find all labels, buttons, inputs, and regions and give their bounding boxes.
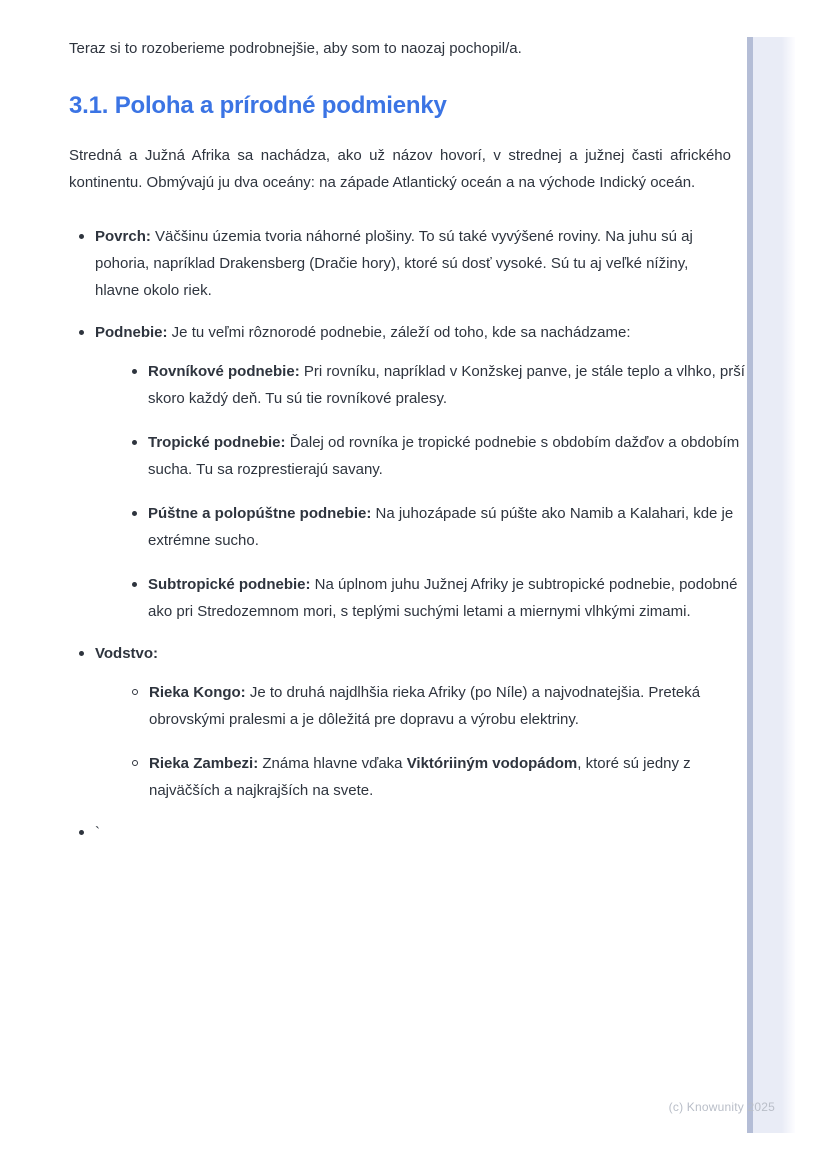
- bullet-disc-icon: [132, 369, 137, 374]
- bullet-disc-icon: [132, 582, 137, 587]
- list-item-text: `: [95, 824, 100, 841]
- list-item-povrch: [69, 223, 731, 304]
- intro-paragraph: Teraz si to rozoberieme podrobnejšie, aby som to naozaj pochopil/a.: [69, 40, 522, 57]
- bullet-disc-icon: [79, 830, 84, 835]
- list-item-text: Povrch: Väčšinu územia tvoria náhorné plošiny. To sú také vyvýšené roviny. Na juhu sú aj pohoria, napríklad Drakensberg (Dračie hory), ktoré sú dosť vysoké. Sú tu aj veľké nížiny, hlavne okolo riek.: [95, 228, 693, 299]
- list-item-vodstvo: [69, 640, 731, 804]
- inline-bold-text: Viktóriiným vodopádom: [406, 755, 578, 772]
- list-item-pustne: Púštne a polopúštne podnebie: Na juhozápade sú púšte ako Namib a Kalahari, kde je extrémne sucho.: [122, 500, 758, 554]
- list-item-rieka-zambezi: Rieka Zambezi: Známa hlavne vďaka Viktóriiným vodopádom, ktoré sú jedny z najväčších a najkrajších na svete.: [122, 750, 758, 804]
- list-item-podnebie: [69, 319, 745, 625]
- list-item-label: Povrch:: [95, 228, 151, 245]
- list-item-label: Púštne a polopúštne podnebie:: [148, 505, 372, 522]
- list-item-label: Rieka Zambezi:: [149, 755, 259, 772]
- bullet-disc-icon: [132, 440, 137, 445]
- rivers-sublist: [122, 679, 758, 804]
- list-item-text: Podnebie: Je tu veľmi rôznorodé podnebie, záleží od toho, kde sa nachádzame: Rovníkové podnebie: Pri rovníku, napríklad v Konžskej panve, je stále teplo a vlhko, prší skoro každý deň. Tu sú tie rovníkové pralesy. Tropické podnebie: Ďalej od rovníka je tropické podnebie s obdobím dažďov a obdobím sucha. Tu sa rozprestierajú savany. Púštne a polopúštne podnebie: Na juhozápade sú púšte ako Namib a Kalahari, kde je extrémne sucho. Subtropické podnebie: Na úplnom juhu Južnej Afriky je subtropické podnebie, podobné ako pri Stredozemnom mori, s teplými suchými letami a miernymi vlhkými zimami.: [95, 319, 731, 625]
- bullet-disc-icon: [79, 234, 84, 239]
- bullet-circle-icon: [132, 760, 138, 766]
- bullet-disc-icon: [79, 330, 84, 335]
- list-item-label: Podnebie:: [95, 324, 168, 341]
- bullet-disc-icon: [79, 651, 84, 656]
- list-item-label: Tropické podnebie:: [148, 434, 286, 451]
- climate-sublist: [122, 358, 758, 625]
- topic-list: [69, 223, 745, 846]
- bullet-disc-icon: [132, 511, 137, 516]
- list-item-backtick: [69, 819, 731, 846]
- list-item-label: Rovníkové podnebie:: [148, 363, 300, 380]
- list-item-label: Subtropické podnebie:: [148, 576, 311, 593]
- scrollbar[interactable]: [747, 37, 795, 1133]
- body-paragraph: Stredná a Južná Afrika sa nachádza, ako už názov hovorí, v strednej a južnej časti afrického kontinentu. Obmývajú ju dva oceány: na západe Atlantický oceán a na východe Indický oceán.: [69, 147, 731, 191]
- bullet-circle-icon: [132, 689, 138, 695]
- copyright-notice: (c) Knowunity 2025: [668, 1100, 775, 1114]
- list-item-rieka-kongo: Rieka Kongo: Je to druhá najdlhšia rieka Afriky (po Níle) a najvodnatejšia. Preteká obrovskými pralesmi a je dôležitá pre dopravu a výrobu elektriny.: [122, 679, 758, 733]
- list-item-text: [95, 640, 731, 804]
- list-item-label: Vodstvo:: [95, 645, 159, 662]
- section-heading: 3.1. Poloha a prírodné podmienky: [69, 92, 447, 119]
- list-item-rovnikove: Rovníkové podnebie: Pri rovníku, napríklad v Konžskej panve, je stále teplo a vlhko, prší skoro každý deň. Tu sú tie rovníkové pralesy.: [122, 358, 758, 412]
- list-item-subtropicke: Subtropické podnebie: Na úplnom juhu Južnej Afriky je subtropické podnebie, podobné ako pri Stredozemnom mori, s teplými suchými letami a miernymi vlhkými zimami.: [122, 571, 758, 625]
- list-item-label: Rieka Kongo:: [149, 684, 246, 701]
- list-item-tropicke: Tropické podnebie: Ďalej od rovníka je tropické podnebie s obdobím dažďov a obdobím sucha. Tu sa rozprestierajú savany.: [122, 429, 758, 483]
